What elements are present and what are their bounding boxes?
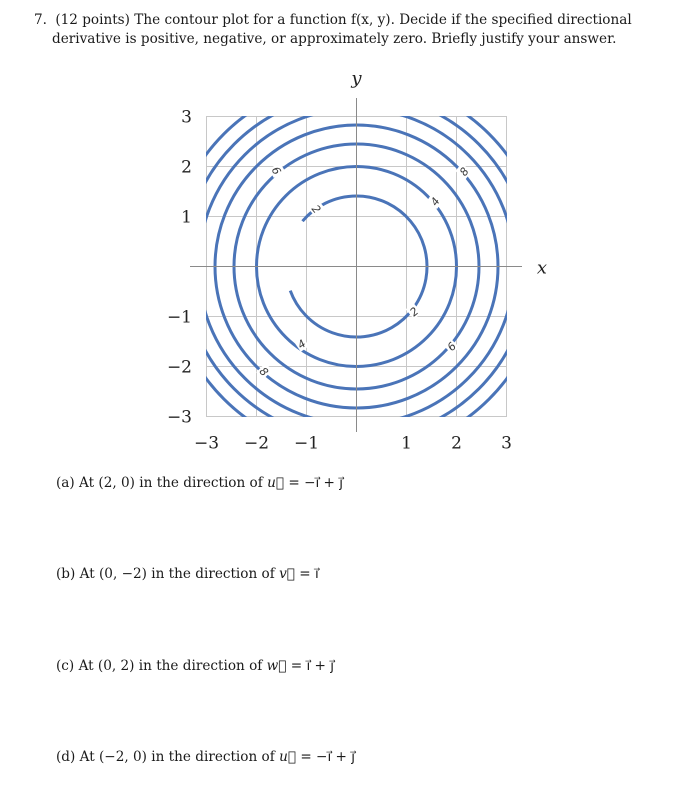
x-tick-label: 2 [451, 433, 462, 454]
y-tick-label: 1 [181, 207, 192, 228]
x-axis-label: x [536, 257, 548, 279]
x-tick-label: 3 [501, 433, 512, 454]
part-b-label: (b) [56, 566, 76, 582]
contour-plot-svg [0, 60, 694, 460]
problem-statement [34, 11, 674, 49]
part-c-expr: = i⃗ + j⃗ [286, 658, 335, 674]
part-d-text: At (−2, 0) in the direction of [79, 749, 275, 765]
contour-label-6: 6 [268, 164, 284, 178]
contour-label-8: 8 [256, 364, 271, 379]
contour-label-6: 6 [444, 339, 459, 354]
y-axis-label: y [351, 68, 362, 89]
y-tick-label: −2 [166, 357, 192, 378]
part-c-label: (c) [56, 658, 75, 674]
axes [190, 98, 522, 432]
part-b-vector: v⃗ [279, 566, 295, 582]
y-tick-label: 2 [181, 157, 192, 178]
contour-label-4: 4 [428, 195, 443, 209]
part-a-vector: u⃗ [267, 475, 285, 491]
contour-plot [0, 60, 694, 460]
y-tick-label: −3 [166, 407, 192, 428]
contour-label-2: 2 [308, 202, 324, 217]
part-a-label: (a) [56, 475, 75, 491]
x-tick-label: −1 [293, 433, 320, 454]
x-tick-label: 1 [401, 433, 412, 454]
part-d [56, 748, 355, 766]
part-a [56, 474, 343, 492]
x-tick-label: −3 [193, 433, 220, 454]
contour-label-4: 4 [295, 337, 309, 352]
y-tick-label: 3 [181, 107, 192, 128]
problem-line-1 [34, 11, 674, 30]
part-a-expr: = −i⃗ + j⃗ [284, 475, 344, 491]
y-tick-label: −1 [166, 307, 192, 328]
part-b-text: At (0, −2) in the direction of [79, 566, 275, 582]
contour-label-2: 2 [407, 304, 422, 320]
problem-number: 7. [34, 12, 47, 28]
part-d-vector: u⃗ [279, 749, 297, 765]
problem-text-line-2: derivative is positive, negative, or approximately zero. Briefly justify your answer. [52, 31, 617, 47]
problem-text-line-1: (12 points) The contour plot for a function f(x, y). Decide if the specified directional [55, 12, 632, 28]
part-b [56, 565, 319, 583]
part-c-vector: w⃗ [266, 658, 287, 674]
part-b-expr: = i⃗ [294, 566, 319, 582]
part-d-label: (d) [56, 749, 76, 765]
x-tick-label: −2 [243, 433, 270, 454]
part-c [56, 657, 334, 675]
part-c-text: At (0, 2) in the direction of [78, 658, 263, 674]
contour-label-8: 8 [457, 165, 472, 179]
part-d-expr: = −i⃗ + j⃗ [296, 749, 356, 765]
part-a-text: At (2, 0) in the direction of [79, 475, 263, 491]
